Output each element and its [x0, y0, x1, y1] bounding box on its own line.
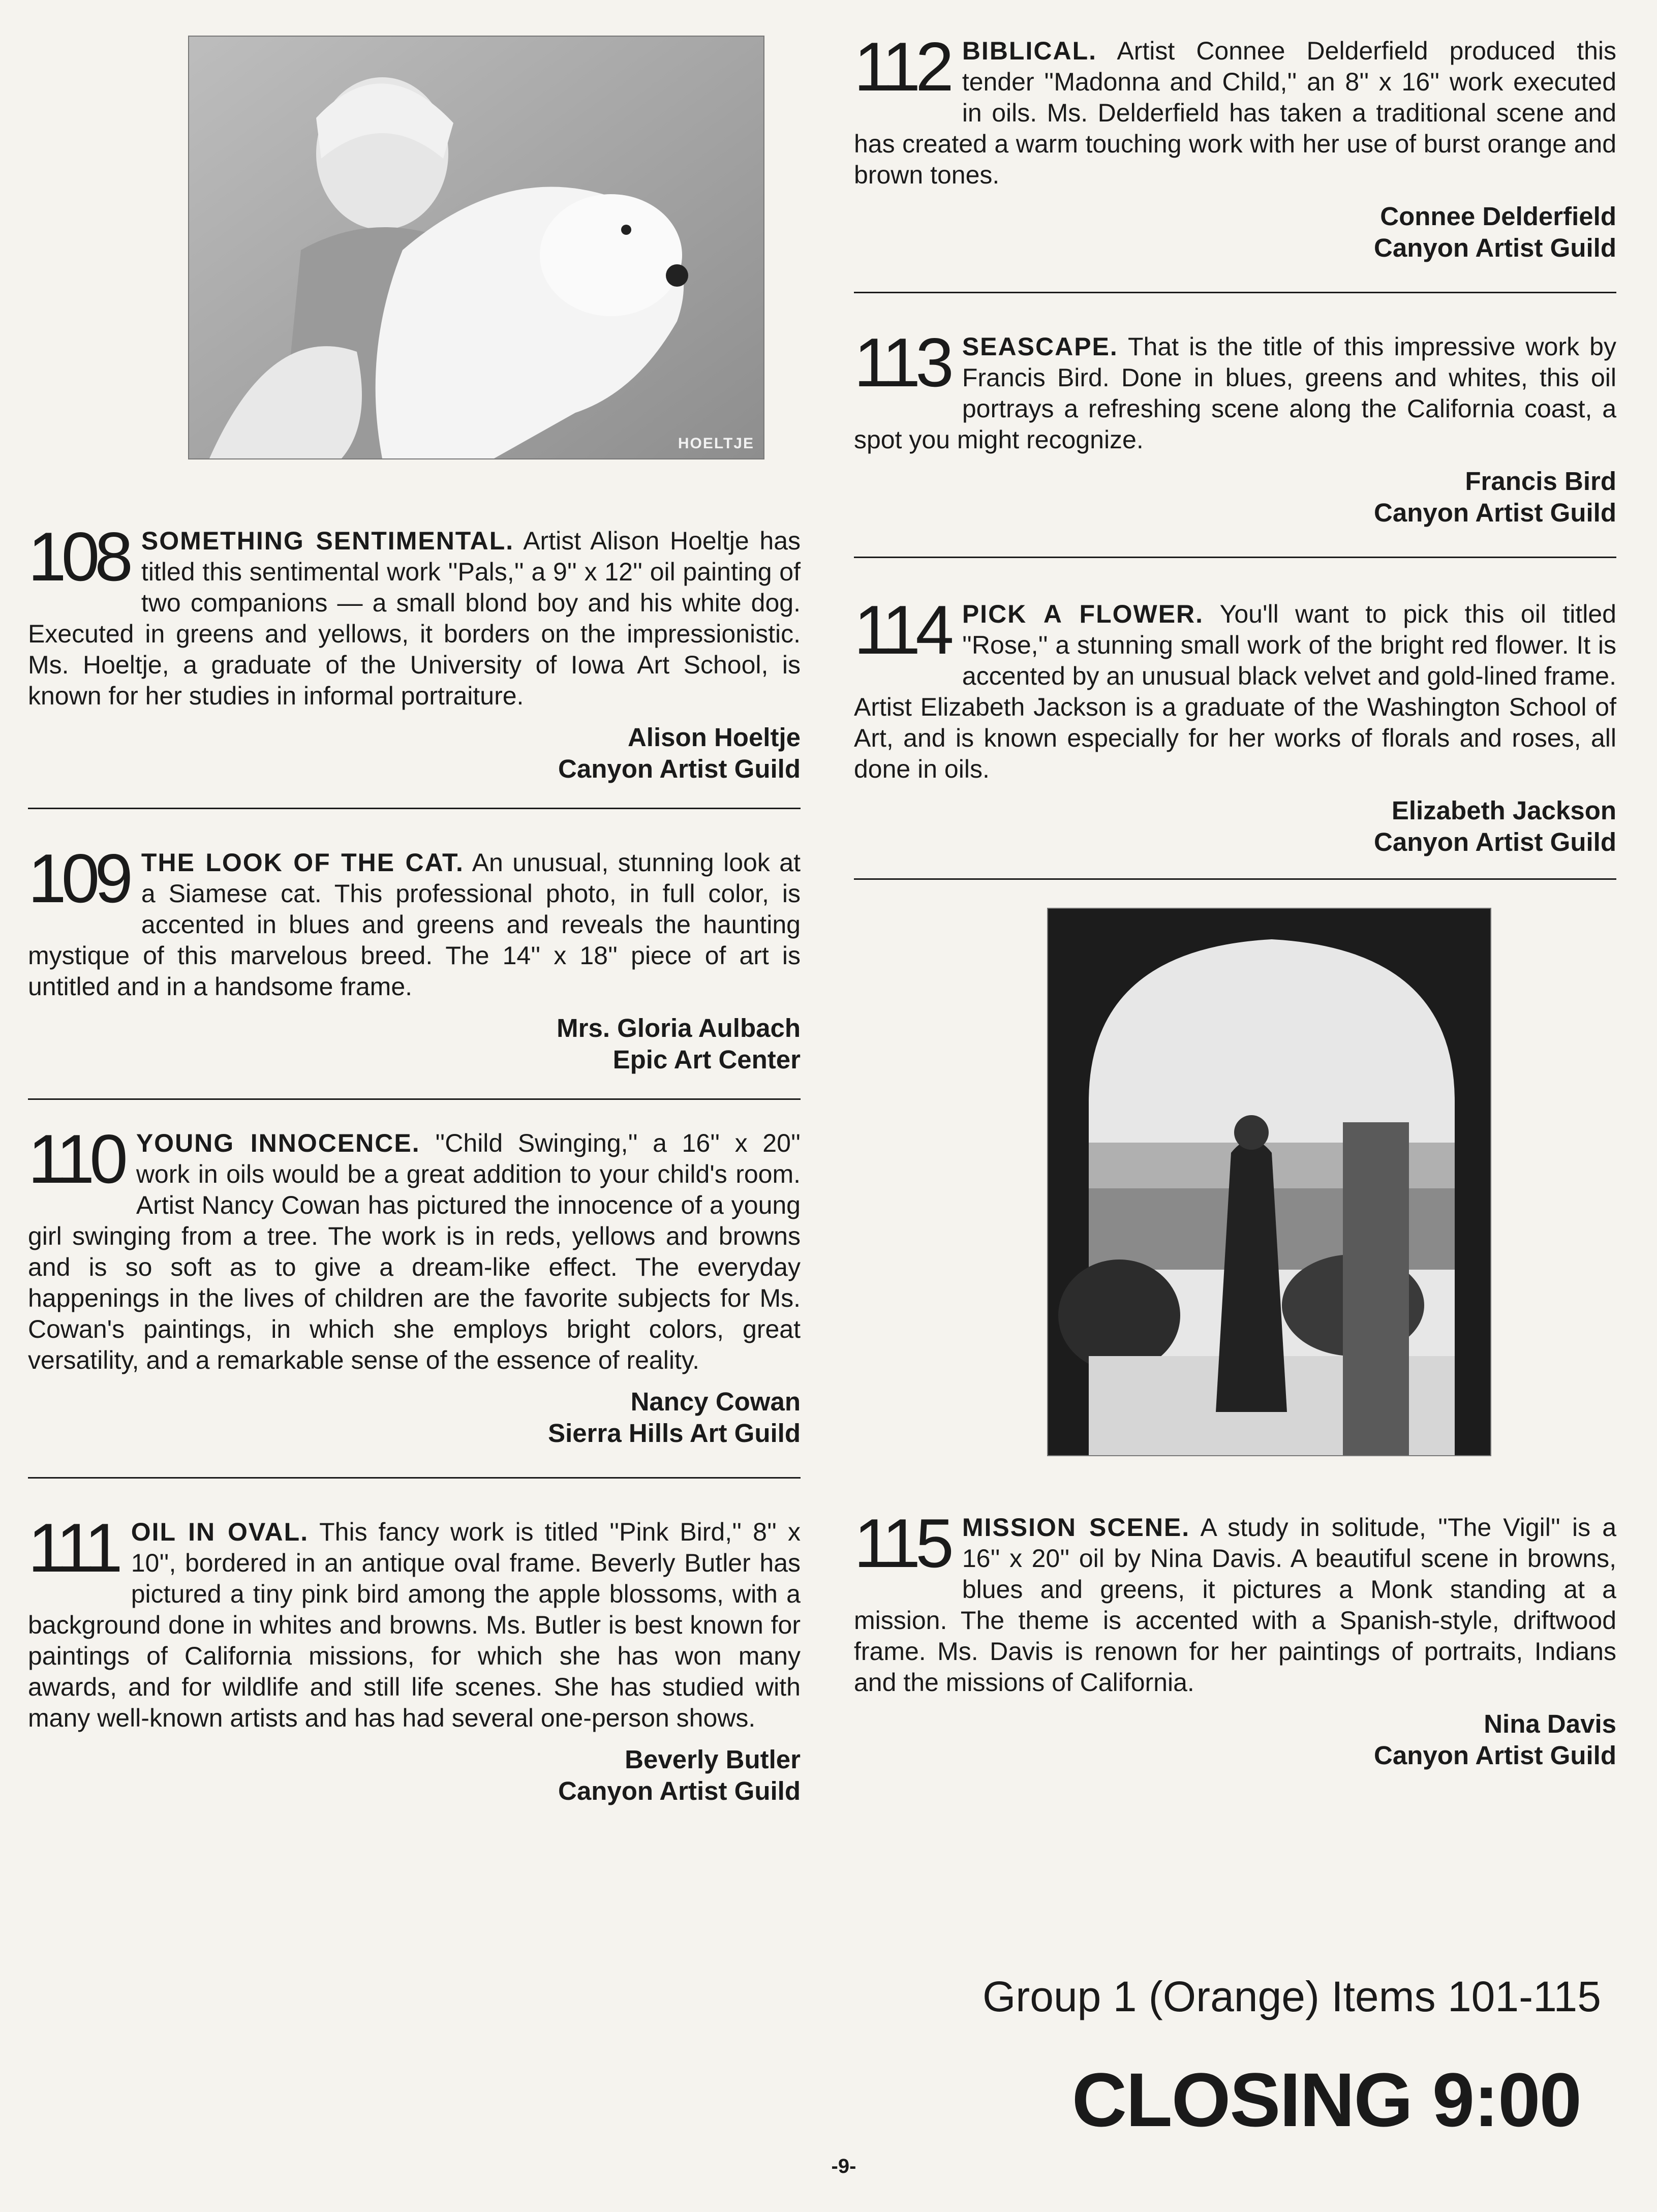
- item-number: 114: [854, 591, 949, 668]
- item-description: [28, 1509, 801, 1734]
- item-description: [854, 324, 1616, 455]
- artist-name: Beverly Butler: [625, 1745, 801, 1774]
- item-credit: [28, 1744, 801, 1807]
- item-113: [854, 324, 1616, 529]
- artist-name: Connee Delderfield: [1380, 202, 1616, 231]
- guild-name: Canyon Artist Guild: [1374, 233, 1616, 262]
- artist-name: Nancy Cowan: [630, 1387, 801, 1416]
- item-heading: SEASCAPE.: [962, 332, 1118, 361]
- page-number: -9-: [831, 2155, 856, 2177]
- item-heading: BIBLICAL.: [962, 37, 1097, 65]
- item-text: A study in solitude, ''The Vigil'' is a 16'' x 20'' oil by Nina Davis. A beautiful scene in browns, blues and greens, it pictures a Monk standing at a mission. The theme is accented with a Spanish-style, driftwood frame. Ms. Davis is renown for her paintings of portraits, Indians and the missions of California.: [854, 1513, 1617, 1697]
- item-description: [854, 591, 1616, 785]
- item-heading: PICK A FLOWER.: [962, 600, 1204, 628]
- guild-name: Canyon Artist Guild: [558, 1776, 801, 1805]
- divider: [854, 557, 1616, 558]
- item-description: [28, 518, 801, 712]
- group-label: Group 1 (Orange) Items 101-115: [982, 1973, 1601, 2020]
- item-description: [854, 1504, 1617, 1698]
- guild-name: Sierra Hills Art Guild: [548, 1419, 801, 1448]
- item-text: ''Child Swinging,'' a 16'' x 20'' work in oils would be a great addition to your child's room. Artist Nancy Cowan has pictured the innocence of a young girl swinging from a tree. The work is in reds, yellows and browns and is so soft as to give a dream-like effect. The everyday happenings in the lives of children are the favorite subjects for Ms. Cowan's paintings, in which she employs bright colors, great versatility, and a remarkable sense of the essence of reality.: [28, 1129, 801, 1374]
- artist-name: Nina Davis: [1484, 1709, 1616, 1738]
- item-number: 110: [28, 1120, 123, 1197]
- left-column: [28, 36, 801, 1807]
- artist-signature: HOELTJE: [678, 435, 754, 452]
- mission-arch-illustration: [1048, 909, 1490, 1455]
- guild-name: Epic Art Center: [612, 1045, 801, 1074]
- item-115: [854, 1504, 1617, 1771]
- item-credit: [28, 722, 801, 785]
- item-111: [28, 1509, 801, 1807]
- divider: [28, 1477, 801, 1479]
- guild-name: Canyon Artist Guild: [1374, 1741, 1616, 1770]
- item-number: 109: [28, 840, 128, 917]
- item-credit: [28, 1386, 801, 1449]
- item-credit: [854, 795, 1616, 858]
- item-text: You'll want to pick this oil titled ''Rose,'' a stunning small work of the bright red flower. It is accented by an unusual black velvet and gold-lined frame. Artist Elizabeth Jackson is a graduate of the Washington School of Art, and is known especially for her works of florals and roses, all done in oils.: [854, 600, 1616, 783]
- item-number: 115: [854, 1504, 949, 1582]
- item-114: [854, 591, 1616, 858]
- divider: [28, 1098, 801, 1100]
- item-description: [28, 1120, 801, 1376]
- item-credit: [854, 466, 1616, 529]
- item-109: [28, 840, 801, 1076]
- artist-name: Elizabeth Jackson: [1391, 796, 1616, 825]
- item-110: [28, 1120, 801, 1449]
- divider: [854, 878, 1616, 880]
- item-text: That is the title of this impressive work by Francis Bird. Done in blues, greens and whites, this oil portrays a refreshing scene along the California coast, a spot you might recognize.: [854, 332, 1616, 454]
- boy-and-dog-illustration: [189, 37, 763, 458]
- item-description: [28, 840, 801, 1002]
- item-heading: MISSION SCENE.: [962, 1513, 1190, 1542]
- artist-name: Mrs. Gloria Aulbach: [557, 1013, 801, 1042]
- item-heading: OIL IN OVAL.: [131, 1518, 309, 1546]
- photo-mission-scene: [1047, 908, 1491, 1456]
- guild-name: Canyon Artist Guild: [1374, 827, 1616, 856]
- divider: [28, 808, 801, 809]
- item-text: An unusual, stunning look at a Siamese cat. This professional photo, in full color, is accented in blues and greens and reveals the haunting mystique of this marvelous breed. The 14'' x 18'' piece of art is untitled and in a handsome frame.: [28, 848, 801, 1001]
- item-112: [854, 28, 1617, 264]
- guild-name: Canyon Artist Guild: [1374, 498, 1616, 527]
- item-number: 113: [854, 324, 949, 401]
- item-text: Artist Connee Delderfield produced this tender ''Madonna and Child,'' an 8'' x 16'' work executed in oils. Ms. Delderfield has taken a traditional scene and has created a warm touching work with her use of burst orange and brown tones.: [854, 37, 1617, 189]
- item-credit: [28, 1012, 801, 1076]
- guild-name: Canyon Artist Guild: [558, 754, 801, 783]
- closing-time: CLOSING 9:00: [1071, 2057, 1581, 2142]
- item-description: [854, 28, 1617, 191]
- artist-name: Alison Hoeltje: [627, 723, 801, 752]
- item-credit: [854, 1708, 1616, 1771]
- item-credit: [854, 201, 1616, 264]
- item-108: [28, 518, 801, 785]
- right-column: [854, 28, 1617, 1771]
- divider: [854, 292, 1616, 293]
- item-heading: THE LOOK OF THE CAT.: [141, 848, 464, 877]
- item-text: Artist Alison Hoeltje has titled this sentimental work ''Pals,'' a 9'' x 12'' oil painting of two companions — a small blond boy and his white dog. Executed in greens and yellows, it borders on the impressionistic. Ms. Hoeltje, a graduate of the University of Iowa Art School, is known for her studies in informal portraiture.: [28, 527, 801, 710]
- item-number: 112: [854, 28, 949, 105]
- item-heading: SOMETHING SENTIMENTAL.: [141, 527, 514, 555]
- item-heading: YOUNG INNOCENCE.: [136, 1129, 420, 1157]
- item-number: 111: [28, 1509, 118, 1586]
- photo-boy-and-dog: [188, 36, 764, 459]
- artist-name: Francis Bird: [1465, 467, 1616, 496]
- item-text: This fancy work is titled ''Pink Bird,'' 8'' x 10'', bordered in an antique oval frame. Beverly Butler has pictured a tiny pink bird among the apple blossoms, with a background done in whites and browns. Ms. Butler is best known for paintings of California missions, for which she has won many awards, and for wildlife and still life scenes. She has studied with many well-known artists and has had several one-person shows.: [28, 1518, 801, 1732]
- item-number: 108: [28, 518, 128, 595]
